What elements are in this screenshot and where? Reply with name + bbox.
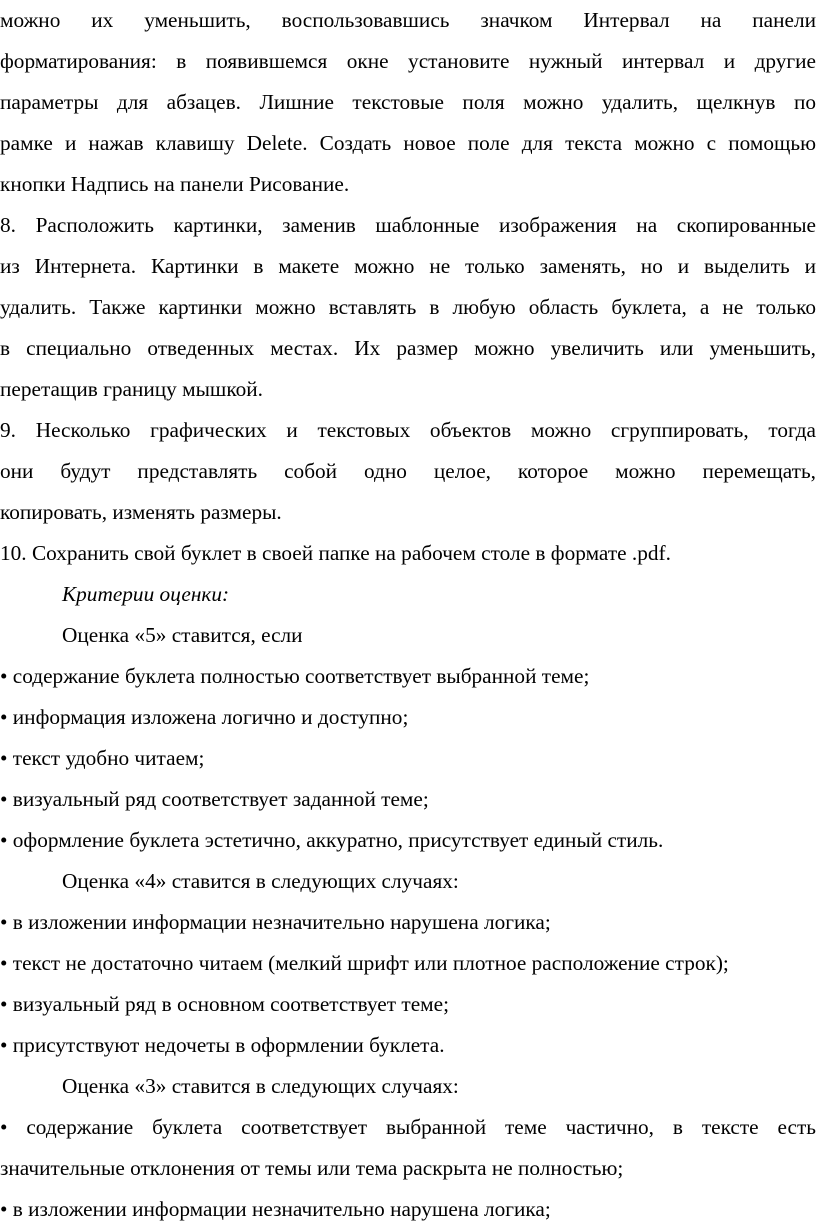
bullet-item: • оформление буклета эстетично, аккуратно, присутствует единый стиль.: [0, 828, 664, 852]
bullet-item: • текст удобно читаем;: [0, 746, 205, 770]
grade-4-heading: Оценка «4» ставится в следующих случаях:: [62, 869, 459, 893]
text-line: параметры для абзацев. Лишние текстовые поля можно удалить, щелкнув по: [0, 90, 816, 114]
bullet-item: • визуальный ряд в основном соответствует теме;: [0, 992, 450, 1016]
list-item-8: 8. Расположить картинки, заменив шаблонные изображения на скопированные: [0, 213, 816, 237]
criteria-heading: Критерии оценки:: [62, 582, 230, 606]
text-line: кнопки Надпись на панели Рисование.: [0, 172, 350, 196]
bullet-item: • в изложении информации незначительно нарушена логика;: [0, 910, 551, 934]
text-line: можно их уменьшить, воспользовавшись значком Интервал на панели: [0, 8, 816, 32]
grade-3-heading: Оценка «3» ставится в следующих случаях:: [62, 1074, 459, 1098]
text-line: перетащив границу мышкой.: [0, 377, 263, 401]
text-line: форматирования: в появившемся окне установите нужный интервал и другие: [0, 49, 816, 73]
text-line: в специально отведенных местах. Их размер можно увеличить или уменьшить,: [0, 336, 816, 360]
list-item-9: 9. Несколько графических и текстовых объектов можно сгруппировать, тогда: [0, 418, 816, 442]
bullet-item: • содержание буклета соответствует выбранной теме частично, в тексте есть: [0, 1115, 816, 1139]
text-line: из Интернета. Картинки в макете можно не только заменять, но и выделить и: [0, 254, 816, 278]
bullet-item: • в изложении информации незначительно нарушена логика;: [0, 1197, 551, 1221]
text-line: удалить. Также картинки можно вставлять в любую область буклета, а не только: [0, 295, 816, 319]
text-line: значительные отклонения от темы или тема раскрыта не полностью;: [0, 1156, 624, 1180]
bullet-item: • текст не достаточно читаем (мелкий шрифт или плотное расположение строк);: [0, 951, 729, 975]
text-line: рамке и нажав клавишу Delete. Создать новое поле для текста можно с помощью: [0, 131, 816, 155]
grade-5-heading: Оценка «5» ставится, если: [62, 623, 303, 647]
bullet-item: • содержание буклета полностью соответствует выбранной теме;: [0, 664, 590, 688]
bullet-item: • информация изложена логично и доступно;: [0, 705, 409, 729]
bullet-item: • визуальный ряд соответствует заданной теме;: [0, 787, 429, 811]
text-line: копировать, изменять размеры.: [0, 500, 282, 524]
text-line: они будут представлять собой одно целое, которое можно перемещать,: [0, 459, 816, 483]
bullet-item: • присутствуют недочеты в оформлении буклета.: [0, 1033, 445, 1057]
list-item-10: 10. Сохранить свой буклет в своей папке на рабочем столе в формате .pdf.: [0, 541, 671, 565]
